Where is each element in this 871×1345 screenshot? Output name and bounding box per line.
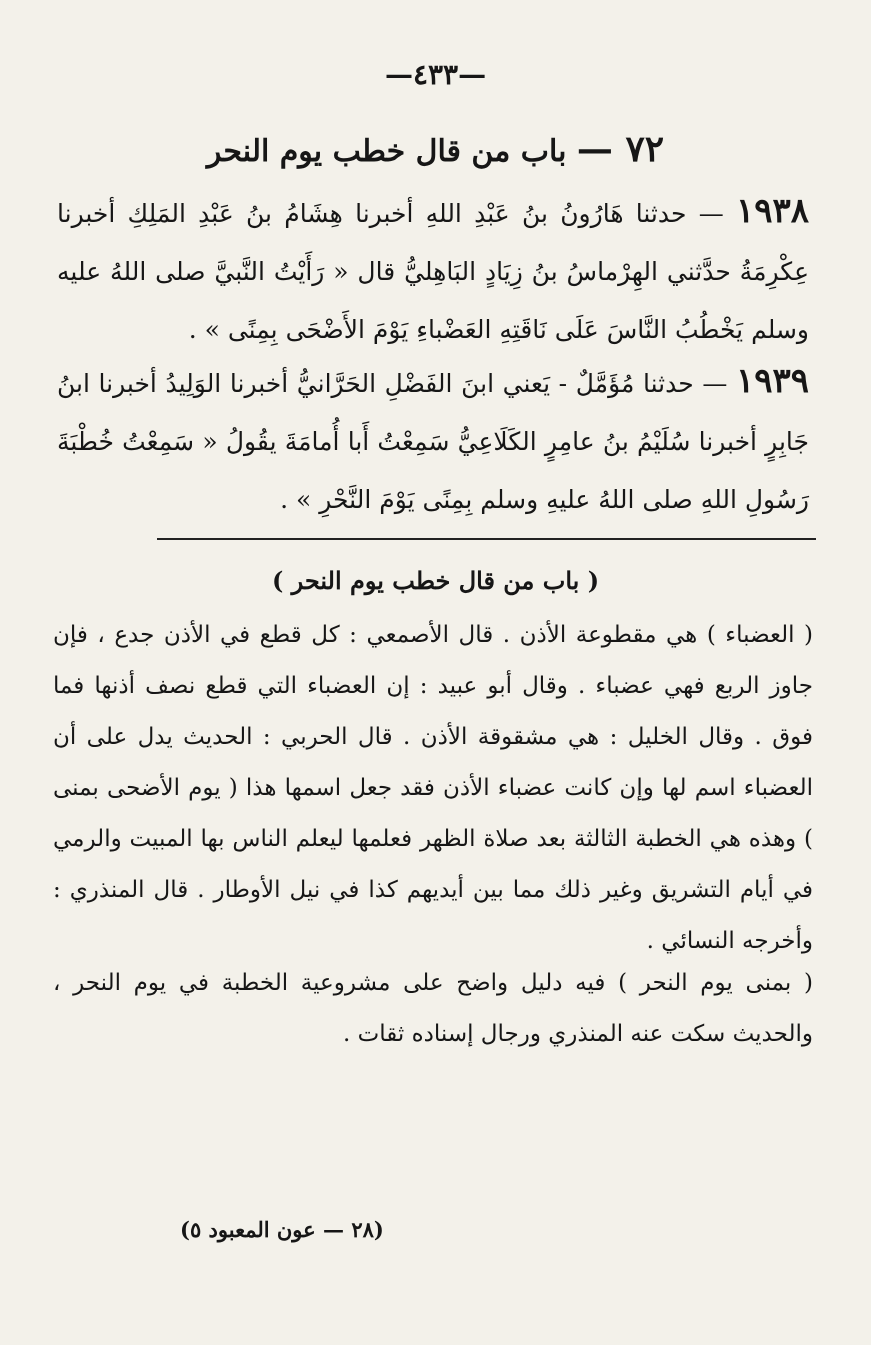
commentary-title: ( باب من قال خطب يوم النحر )	[271, 566, 600, 595]
chapter-heading	[80, 128, 791, 170]
hadith-1938	[57, 182, 809, 359]
hadith-number: ١٩٣٩	[735, 361, 809, 401]
hadith-text: — حدثنا هَارُونُ بنُ عَبْدِ اللهِ أخبرنا هِشَامُ بنُ عَبْدِ المَلِكِ أخبرنا عِكْرِمَةُ حدَّثني الهِرْماسُ بنُ زِيَادٍ البَاهِليُّ قال « رَأَيْتُ النَّبيَّ صلى اللهُ عليه وسلم يَخْطُبُ النَّاسَ عَلَى نَاقَتِهِ العَضْباءِ يَوْمَ الأَضْحَى بِمِنًى » .	[57, 199, 809, 344]
hadith-1939	[57, 352, 809, 529]
page-footer: (٢٨ — عون المعبود ٥)	[180, 1217, 384, 1242]
chapter-title: باب من قال خطب يوم النحر	[206, 134, 567, 169]
divider-line	[157, 538, 816, 540]
hadith-text: — حدثنا مُؤَمَّلٌ - يَعني ابنَ الفَضْلِ الحَرَّانيُّ أخبرنا الوَلِيدُ أخبرنا ابنُ جَابِرٍ أخبرنا سُلَيْمُ بنُ عامِرٍ الكَلَاعِيُّ سَمِعْتُ أَبا أُمامَةَ يقُولُ « سَمِعْتُ خُطْبَةَ رَسُولِ اللهِ صلى اللهُ عليهِ وسلم بِمِنًى يَوْمَ النَّحْرِ » .	[57, 369, 809, 514]
commentary-paragraph: ( العضباء ) هي مقطوعة الأذن . قال الأصمعي : كل قطع في الأذن جدع ، فإن جاوز الربع فهي عضباء . وقال أبو عبيد : إن العضباء التي قطع نصف أذنها فما فوق . وقال الخليل : هي مشقوقة الأذن . قال الحربي : الحديث يدل على أن العضباء اسم لها وإن كانت عضباء الأذن فقد جعل اسمها هذا ( يوم الأضحى بمنى ) وهذه هي الخطبة الثالثة بعد صلاة الظهر فعلمها ليعلم الناس بها المبيت والرمي في أيام التشريق وغير ذلك مما بين أيديهم كذا في نيل الأوطار . قال المنذري : وأخرجه النسائي .	[53, 622, 813, 954]
chapter-number: ٧٢ —	[576, 128, 665, 170]
page-number: —٤٣٣—	[384, 58, 487, 91]
hadith-number: ١٩٣٨	[735, 191, 809, 231]
commentary-paragraph: ( بمنى يوم النحر ) فيه دليل واضح على مشروعية الخطبة في يوم النحر ، والحديث سكت عنه المنذري ورجال إسناده ثقات .	[53, 970, 813, 1047]
